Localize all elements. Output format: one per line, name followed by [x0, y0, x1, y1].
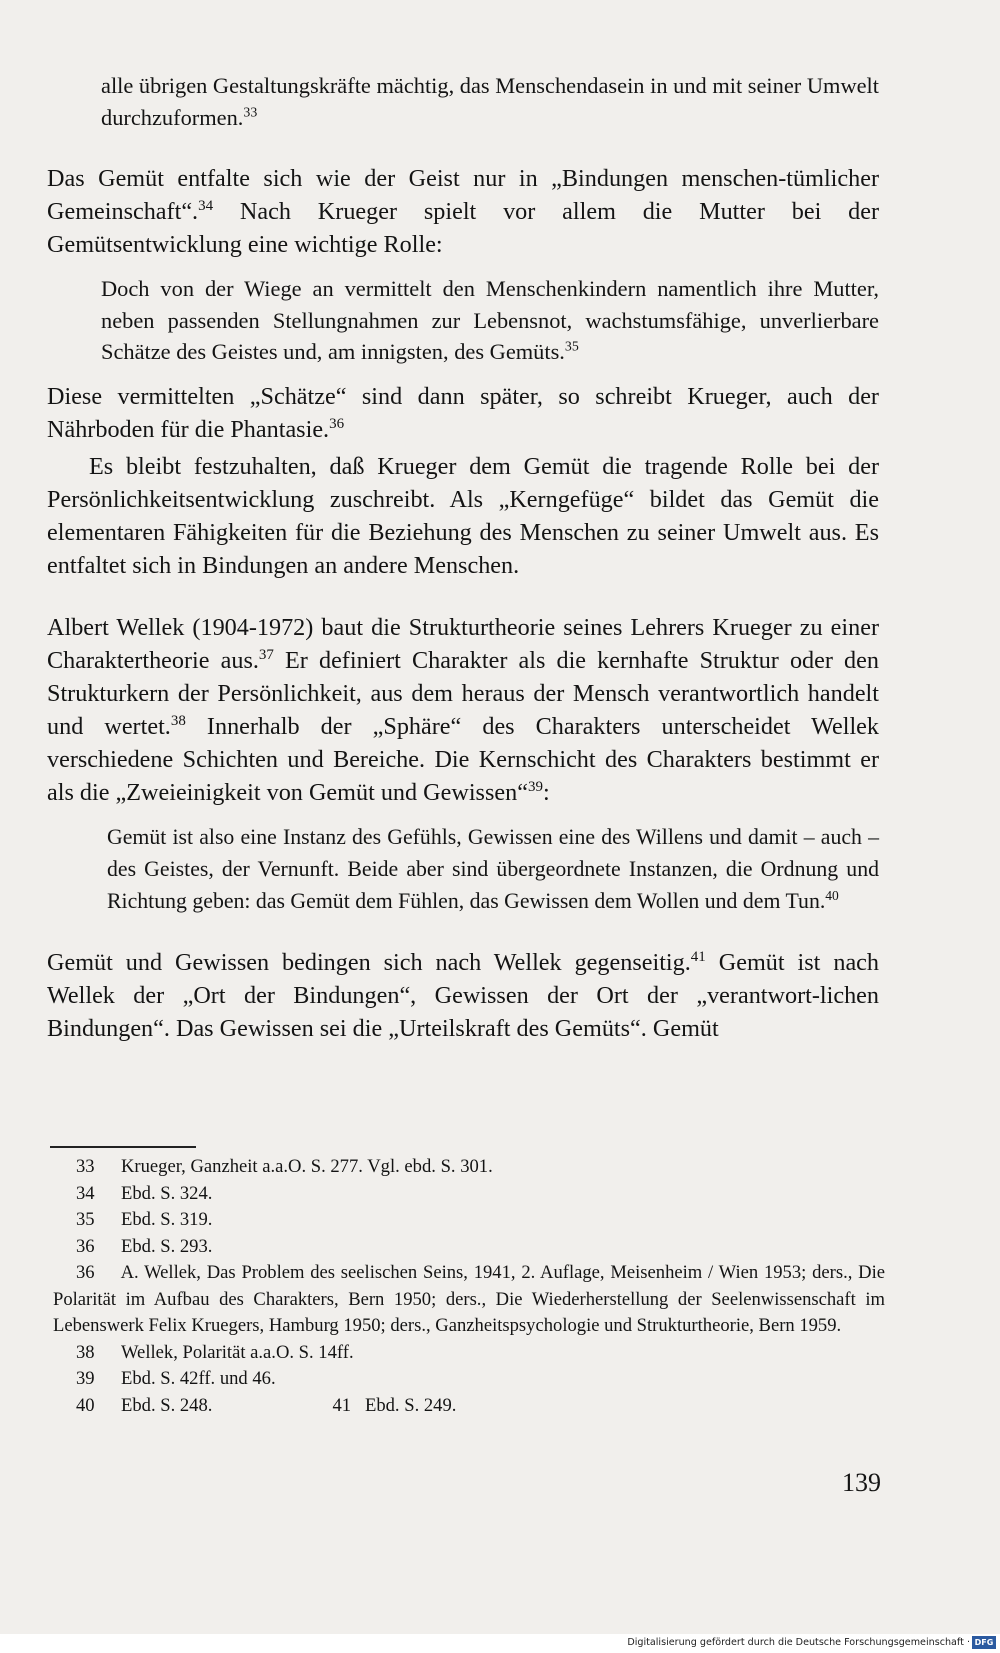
- footnote-separator: [50, 1146, 196, 1148]
- paragraph: Gemüt und Gewissen bedingen sich nach Wellek gegenseitig.$^{41}$ Gemüt ist nach Wellek der „Ort der Bindungen“, Gewissen der Ort der „verantwort-lichen Bindungen“. Das Gewissen sei die „Urteilskraft des Gemüts“. Gemüt: [47, 948, 880, 1042]
- footnote: 36 A. Wellek, Das Problem des seelischen Seins, 1941, 2. Auflage, Meisenheim / Wien 1953; ders., Die Polarität im Aufbau des Charakters, Bern 1950; ders., Die Wiederherstellung der Seelenwissenschaft im Lebenswerk Felix Kruegers, Hamburg 1950; ders., Ganzheitspsychologie und Strukturtheorie, Bern 1959.: [53, 1262, 885, 1336]
- footnote: 33 Krueger, Ganzheit a.a.O. S. 277. Vgl. ebd. S. 301.: [76, 1156, 493, 1177]
- footnote: 38 Wellek, Polarität a.a.O. S. 14ff.: [76, 1341, 354, 1363]
- block-quote: Doch von der Wiege an vermittelt den Menschenkindern namentlich ihre Mutter, neben passenden Stellungnahmen zur Lebensnot, wachstumsfähige, unverlierbare Schätze des Geistes und, am innigsten, des Gemüts.$^{35}$: [101, 276, 879, 364]
- page-number: 139: [842, 1468, 881, 1497]
- footer-credit: Digitalisierung gefördert durch die Deutsche Forschungsgemeinschaft ·: [627, 1637, 970, 1648]
- footnote: 41 Ebd. S. 249.: [332, 1394, 457, 1416]
- block-quote: Gemüt ist also eine Instanz des Gefühls, Gewissen eine des Willens und damit – auch – des Geistes, der Vernunft. Beide aber sind übergeordnete Instanzen, die Ordnung und Richtung geben: das Gemüt dem Fühlen, das Gewissen dem Wollen und dem Tun.$^{40}$: [107, 824, 879, 913]
- footnotes: [53, 1154, 885, 1419]
- paragraph: Das Gemüt entfalte sich wie der Geist nur in „Bindungen menschen-tümlicher Gemeinschaft“.$^{34}$ Nach Krueger spielt vor allem die Mutter bei der Gemütsentwicklung eine wichtige Rolle:: [47, 165, 879, 258]
- footnote: 34 Ebd. S. 324.: [76, 1182, 213, 1204]
- paragraph: Albert Wellek (1904-1972) baut die Strukturtheorie seines Lehrers Krueger zu einer Charaktertheorie aus.$^{37}$ Er definiert Charakter als die kernhafte Struktur oder den Strukturkern der Persönlichkeit, aus dem heraus der Mensch verantwortlich handelt und wertet.$^{38}$ Innerhalb der „Sphäre“ des Charakters unterscheidet Wellek verschiedene Schichten und Bereiche. Die Kernschicht des Charakters bestimmt er als die „Zweieinigkeit von Gemüt und Gewissen“$^{39}$:: [47, 613, 879, 806]
- quote-continuation: alle übrigen Gestaltungskräfte mächtig, das Menschendasein in und mit seiner Umwelt durchzuformen.$^{33}$: [101, 73, 879, 130]
- dfg-logo-icon: DFG: [972, 1636, 996, 1649]
- footnote-pair: 40 Ebd. S. 248. 41 Ebd. S. 249.: [53, 1393, 885, 1420]
- footnote: 39 Ebd. S. 42ff. und 46.: [76, 1368, 276, 1389]
- footnote: 35 Ebd. S. 319.: [76, 1209, 213, 1230]
- paragraph: Es bleibt festzuhalten, daß Krueger dem Gemüt die tragende Rolle bei der Persönlichkeitsentwicklung zuschreibt. Als „Kerngefüge“ bildet das Gemüt die elementaren Fähigkeiten für die Beziehung des Menschen zu seiner Umwelt aus. Es entfaltet sich in Bindungen an andere Menschen.: [47, 452, 879, 579]
- body-text: [47, 70, 879, 1045]
- paragraph: Diese vermittelten „Schätze“ sind dann später, so schreibt Krueger, auch der Nährboden für die Phantasie.$^{36}$: [47, 382, 879, 443]
- footnote: 36 Ebd. S. 293.: [76, 1235, 213, 1257]
